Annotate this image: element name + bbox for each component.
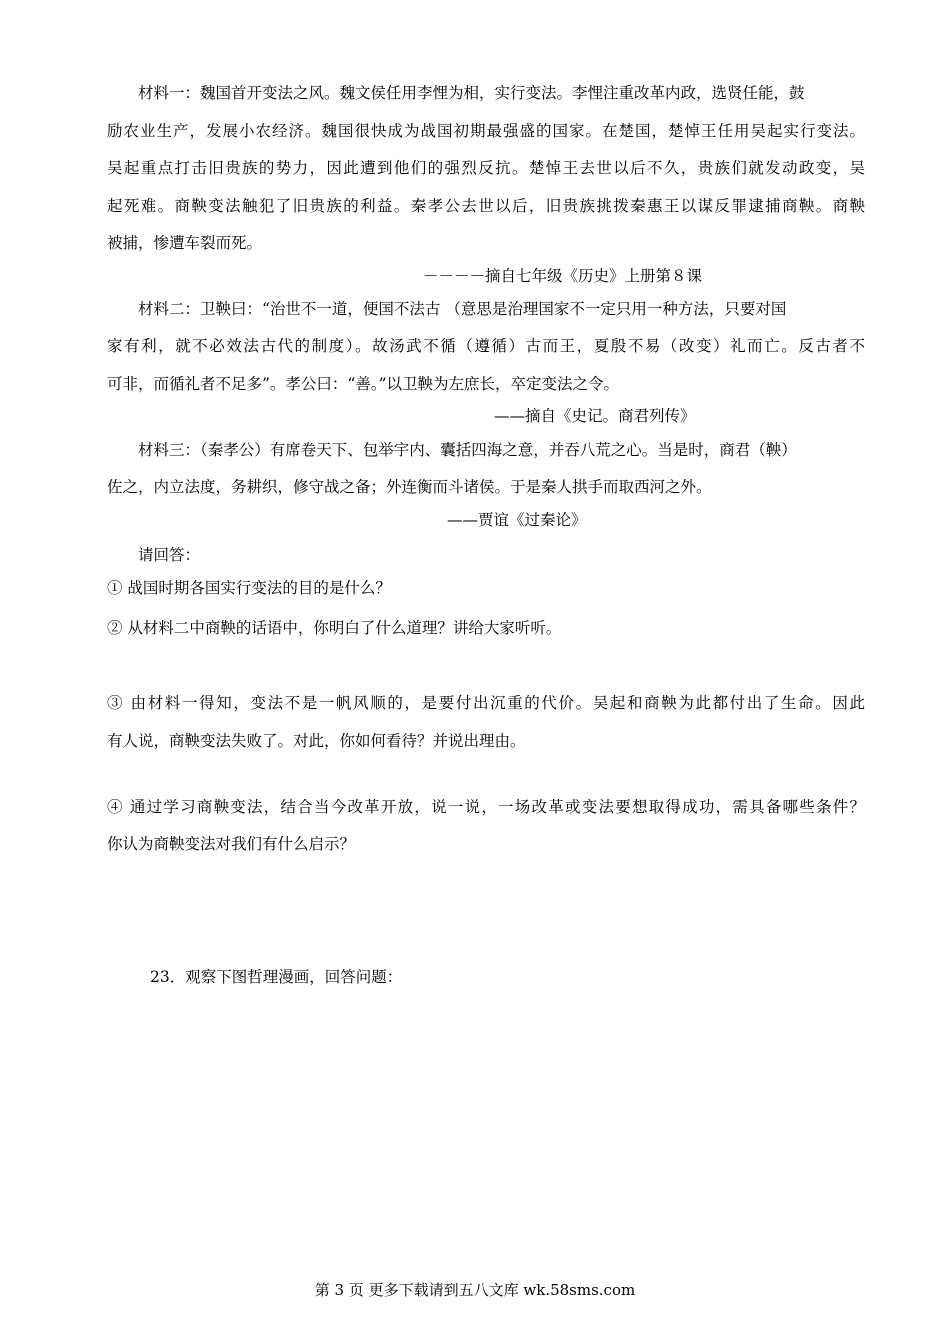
material3-source: ——贾谊《过秦论》 — [447, 511, 587, 529]
question-3-line-2: 有人说，商鞅变法失败了。对此，你如何看待？并说出理由。 — [107, 732, 526, 750]
page-footer: 第 3 页 更多下载请到五八文库 wk.58sms.com — [314, 1281, 636, 1299]
material3-line-1: 材料三：（秦孝公）有席卷天下、包举宇内、囊括四海之意，并吞八荒之心。当是时，商君（鞅） — [138, 441, 797, 459]
material1-line-3: 吴起重点打击旧贵族的势力，因此遭到他们的强烈反抗。楚悼王去世以后不久，贵族们就发动政变，吴 — [107, 159, 865, 177]
question-2: ② 从材料二中商鞅的话语中，你明白了什么道理？讲给大家听听。 — [107, 619, 562, 637]
material1-line-2: 励农业生产，发展小农经济。魏国很快成为战国初期最强盛的国家。在楚国，楚悼王任用吴起实行变法。 — [107, 122, 865, 140]
material1-line-1: 材料一：魏国首开变法之风。魏文侯任用李悝为相，实行变法。李悝注重改革内政，选贤任能，鼓 — [138, 84, 805, 102]
material1-line-5: 被捕，惨遭车裂而死。 — [107, 234, 263, 252]
question-1: ① 战国时期各国实行变法的目的是什么？ — [107, 579, 391, 597]
answer-prompt: 请回答： — [138, 546, 201, 564]
material1-source: －－－－摘自七年级《历史》上册第８课 — [423, 267, 703, 285]
material2-line-3: 可非，而循礼者不足多”。孝公曰：“善。”以卫鞅为左庶长，卒定变法之令。 — [107, 375, 620, 393]
material2-line-2: 家有利，就不必效法古代的制度）。故汤武不循（遵循）古而王，夏殷不易（改变）礼而亡。反古者不 — [107, 337, 865, 355]
question-3-line-1: ③ 由材料一得知，变法不是一帆风顺的，是要付出沉重的代价。吴起和商鞅为此都付出了生命。因此 — [107, 694, 865, 712]
question-23-heading: 23．观察下图哲理漫画，回答问题： — [150, 968, 403, 986]
material1-line-4: 起死难。商鞅变法触犯了旧贵族的利益。秦孝公去世以后，旧贵族挑拨秦惠王以谋反罪逮捕商鞅。商鞅 — [107, 197, 865, 215]
question-4-line-1: ④ 通过学习商鞅变法，结合当今改革开放，说一说，一场改革或变法要想取得成功，需具备哪些条件？ — [107, 798, 865, 816]
material2-source: ——摘自《史记。商君列传》 — [494, 407, 696, 425]
material3-line-2: 佐之，内立法度，务耕织，修守战之备；外连衡而斗诸侯。于是秦人拱手而取西河之外。 — [107, 478, 712, 496]
material2-line-1: 材料二：卫鞅曰：“治世不一道，便国不法古 （意思是治理国家不一定只用一种方法，只要对国 — [138, 300, 787, 318]
question-4-line-2: 你认为商鞅变法对我们有什么启示？ — [107, 835, 356, 853]
